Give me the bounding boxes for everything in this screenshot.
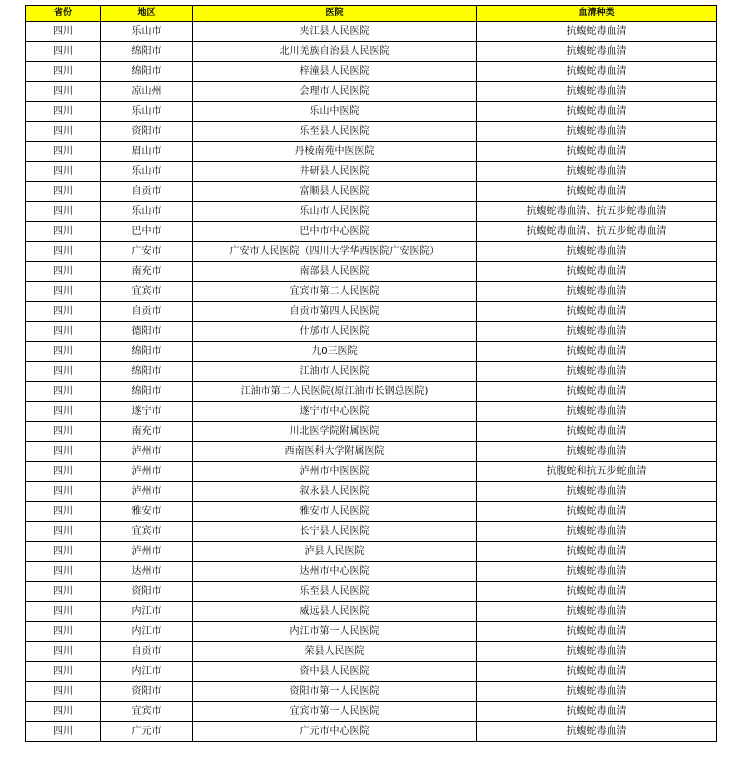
table-row xyxy=(26,162,717,182)
province-cell[interactable]: 四川 xyxy=(26,702,101,722)
hospital-cell[interactable]: 宜宾市第一人民医院 xyxy=(193,702,477,722)
province-cell[interactable]: 四川 xyxy=(26,302,101,322)
table-row xyxy=(26,202,717,222)
serum-type-cell[interactable]: 抗蝮蛇毒血清 xyxy=(477,662,717,682)
serum-type-cell[interactable]: 抗蝮蛇毒血清 xyxy=(477,682,717,702)
region-cell[interactable]: 自贡市 xyxy=(101,302,193,322)
region-cell[interactable]: 遂宁市 xyxy=(101,402,193,422)
hospital-cell[interactable]: 会理市人民医院 xyxy=(193,82,477,102)
hospital-cell[interactable]: 泸县人民医院 xyxy=(193,542,477,562)
hospital-cell[interactable]: 乐山中医院 xyxy=(193,102,477,122)
table-row xyxy=(26,322,717,342)
province-cell[interactable]: 四川 xyxy=(26,602,101,622)
province-cell[interactable]: 四川 xyxy=(26,382,101,402)
header-row xyxy=(26,6,717,22)
province-cell[interactable]: 四川 xyxy=(26,422,101,442)
serum-type-cell[interactable]: 抗蝮蛇毒血清 xyxy=(477,402,717,422)
serum-type-cell[interactable]: 抗蝮蛇毒血清 xyxy=(477,362,717,382)
province-cell[interactable]: 四川 xyxy=(26,22,101,42)
region-cell[interactable]: 内江市 xyxy=(101,662,193,682)
table-row xyxy=(26,302,717,322)
province-cell[interactable]: 四川 xyxy=(26,642,101,662)
serum-type-cell[interactable]: 抗蝮蛇毒血清 xyxy=(477,302,717,322)
hospital-cell[interactable]: 北川羌族自治县人民医院 xyxy=(193,42,477,62)
serum-type-cell[interactable]: 抗蝮蛇毒血清 xyxy=(477,522,717,542)
table-row xyxy=(26,662,717,682)
serum-type-cell[interactable]: 抗蝮蛇毒血清 xyxy=(477,482,717,502)
table-row xyxy=(26,142,717,162)
province-cell[interactable]: 四川 xyxy=(26,162,101,182)
table-row xyxy=(26,722,717,742)
region-cell[interactable]: 自贡市 xyxy=(101,182,193,202)
region-cell[interactable]: 绵阳市 xyxy=(101,62,193,82)
province-cell[interactable]: 四川 xyxy=(26,322,101,342)
table-row xyxy=(26,442,717,462)
region-cell[interactable]: 泸州市 xyxy=(101,482,193,502)
region-cell[interactable]: 内江市 xyxy=(101,602,193,622)
province-cell[interactable]: 四川 xyxy=(26,62,101,82)
province-cell[interactable]: 四川 xyxy=(26,722,101,742)
serum-type-cell[interactable]: 抗腹蛇和抗五步蛇血清 xyxy=(477,462,717,482)
region-cell[interactable]: 乐山市 xyxy=(101,162,193,182)
province-cell[interactable]: 四川 xyxy=(26,502,101,522)
province-cell[interactable]: 四川 xyxy=(26,362,101,382)
hospital-cell[interactable]: 乐至县人民医院 xyxy=(193,122,477,142)
province-cell[interactable]: 四川 xyxy=(26,542,101,562)
table-row xyxy=(26,522,717,542)
province-cell[interactable]: 四川 xyxy=(26,182,101,202)
region-cell[interactable]: 南充市 xyxy=(101,422,193,442)
serum-type-cell[interactable]: 抗蝮蛇毒血清 xyxy=(477,722,717,742)
table-row xyxy=(26,702,717,722)
region-cell[interactable]: 巴中市 xyxy=(101,222,193,242)
serum-type-cell[interactable]: 抗蝮蛇毒血清 xyxy=(477,422,717,442)
hospital-cell[interactable]: 达州市中心医院 xyxy=(193,562,477,582)
table-row xyxy=(26,482,717,502)
table-row xyxy=(26,582,717,602)
table-row xyxy=(26,622,717,642)
table-row xyxy=(26,42,717,62)
table-row xyxy=(26,62,717,82)
province-cell[interactable]: 四川 xyxy=(26,222,101,242)
serum-type-cell[interactable]: 抗蝮蛇毒血清 xyxy=(477,622,717,642)
table-row xyxy=(26,502,717,522)
table-row xyxy=(26,422,717,442)
hospital-cell[interactable]: 富顺县人民医院 xyxy=(193,182,477,202)
table-row xyxy=(26,402,717,422)
hospital-cell[interactable]: 江油市第二人民医院(原江油市长钢总医院) xyxy=(193,382,477,402)
serum-type-cell[interactable]: 抗蝮蛇毒血清 xyxy=(477,122,717,142)
hospital-cell[interactable]: 川北医学院附属医院 xyxy=(193,422,477,442)
hospital-cell[interactable]: 西南医科大学附属医院 xyxy=(193,442,477,462)
region-cell[interactable]: 广安市 xyxy=(101,242,193,262)
hospital-cell[interactable]: 南部县人民医院 xyxy=(193,262,477,282)
province-cell[interactable]: 四川 xyxy=(26,402,101,422)
table-row xyxy=(26,462,717,482)
serum-type-cell[interactable]: 抗蝮蛇毒血清 xyxy=(477,442,717,462)
province-cell[interactable]: 四川 xyxy=(26,662,101,682)
hospital-cell[interactable]: 叙永县人民医院 xyxy=(193,482,477,502)
region-cell[interactable]: 泸州市 xyxy=(101,542,193,562)
hospital-table xyxy=(25,5,717,742)
hospital-cell[interactable]: 梓潼县人民医院 xyxy=(193,62,477,82)
region-cell[interactable]: 达州市 xyxy=(101,562,193,582)
serum-type-cell[interactable]: 抗蝮蛇毒血清 xyxy=(477,342,717,362)
province-cell[interactable]: 四川 xyxy=(26,622,101,642)
hospital-cell[interactable]: 广元市中心医院 xyxy=(193,722,477,742)
hospital-cell[interactable]: 泸州市中医医院 xyxy=(193,462,477,482)
region-cell[interactable]: 乐山市 xyxy=(101,202,193,222)
province-cell[interactable]: 四川 xyxy=(26,522,101,542)
province-cell[interactable]: 四川 xyxy=(26,202,101,222)
region-cell[interactable]: 绵阳市 xyxy=(101,42,193,62)
region-cell[interactable]: 自贡市 xyxy=(101,642,193,662)
hospital-cell[interactable]: 资阳市第一人民医院 xyxy=(193,682,477,702)
serum-type-cell[interactable]: 抗蝮蛇毒血清 xyxy=(477,62,717,82)
header-region[interactable]: 地区 xyxy=(101,6,193,22)
serum-type-cell[interactable]: 抗蝮蛇毒血清 xyxy=(477,502,717,522)
hospital-cell[interactable]: 井研县人民医院 xyxy=(193,162,477,182)
header-province[interactable]: 省份 xyxy=(26,6,101,22)
header-serum-type[interactable]: 血清种类 xyxy=(477,6,717,22)
province-cell[interactable]: 四川 xyxy=(26,122,101,142)
serum-type-cell[interactable]: 抗蝮蛇毒血清 xyxy=(477,142,717,162)
region-cell[interactable]: 乐山市 xyxy=(101,102,193,122)
table-row xyxy=(26,222,717,242)
province-cell[interactable]: 四川 xyxy=(26,262,101,282)
table-row xyxy=(26,242,717,262)
province-cell[interactable]: 四川 xyxy=(26,342,101,362)
table-body xyxy=(26,22,717,742)
province-cell[interactable]: 四川 xyxy=(26,242,101,262)
province-cell[interactable]: 四川 xyxy=(26,142,101,162)
table-row xyxy=(26,342,717,362)
hospital-cell[interactable]: 遂宁市中心医院 xyxy=(193,402,477,422)
serum-type-cell[interactable]: 抗蝮蛇毒血清 xyxy=(477,602,717,622)
table-row xyxy=(26,22,717,42)
serum-type-cell[interactable]: 抗蝮蛇毒血清 xyxy=(477,382,717,402)
region-cell[interactable]: 广元市 xyxy=(101,722,193,742)
serum-type-cell[interactable]: 抗蝮蛇毒血清 xyxy=(477,102,717,122)
region-cell[interactable]: 绵阳市 xyxy=(101,342,193,362)
province-cell[interactable]: 四川 xyxy=(26,442,101,462)
hospital-cell[interactable]: 什邡市人民医院 xyxy=(193,322,477,342)
province-cell[interactable]: 四川 xyxy=(26,102,101,122)
serum-type-cell[interactable]: 抗蝮蛇毒血清 xyxy=(477,282,717,302)
region-cell[interactable]: 德阳市 xyxy=(101,322,193,342)
hospital-cell[interactable]: 广安市人民医院（四川大学华西医院广安医院） xyxy=(193,242,477,262)
serum-type-cell[interactable]: 抗蝮蛇毒血清、抗五步蛇毒血清 xyxy=(477,222,717,242)
region-cell[interactable]: 资阳市 xyxy=(101,682,193,702)
region-cell[interactable]: 泸州市 xyxy=(101,462,193,482)
serum-type-cell[interactable]: 抗蝮蛇毒血清 xyxy=(477,642,717,662)
province-cell[interactable]: 四川 xyxy=(26,282,101,302)
serum-type-cell[interactable]: 抗蝮蛇毒血清 xyxy=(477,582,717,602)
table-row xyxy=(26,602,717,622)
table-row xyxy=(26,102,717,122)
province-cell[interactable]: 四川 xyxy=(26,462,101,482)
province-cell[interactable]: 四川 xyxy=(26,82,101,102)
serum-type-cell[interactable]: 抗蝮蛇毒血清 xyxy=(477,162,717,182)
table-row xyxy=(26,262,717,282)
hospital-cell[interactable]: 乐至县人民医院 xyxy=(193,582,477,602)
province-cell[interactable]: 四川 xyxy=(26,682,101,702)
hospital-cell[interactable]: 威远县人民医院 xyxy=(193,602,477,622)
serum-type-cell[interactable]: 抗蝮蛇毒血清 xyxy=(477,82,717,102)
table-row xyxy=(26,642,717,662)
serum-type-cell[interactable]: 抗蝮蛇毒血清 xyxy=(477,702,717,722)
province-cell[interactable]: 四川 xyxy=(26,582,101,602)
table-row xyxy=(26,182,717,202)
region-cell[interactable]: 南充市 xyxy=(101,262,193,282)
province-cell[interactable]: 四川 xyxy=(26,562,101,582)
hospital-cell[interactable]: 荣县人民医院 xyxy=(193,642,477,662)
serum-type-cell[interactable]: 抗蝮蛇毒血清 xyxy=(477,562,717,582)
serum-type-cell[interactable]: 抗蝮蛇毒血清 xyxy=(477,262,717,282)
table-row xyxy=(26,562,717,582)
hospital-cell[interactable]: 巴中市中心医院 xyxy=(193,222,477,242)
region-cell[interactable]: 绵阳市 xyxy=(101,382,193,402)
region-cell[interactable]: 宜宾市 xyxy=(101,702,193,722)
region-cell[interactable]: 眉山市 xyxy=(101,142,193,162)
hospital-cell[interactable]: 乐山市人民医院 xyxy=(193,202,477,222)
province-cell[interactable]: 四川 xyxy=(26,482,101,502)
table-row xyxy=(26,282,717,302)
hospital-cell[interactable]: 夹江县人民医院 xyxy=(193,22,477,42)
hospital-cell[interactable]: 雅安市人民医院 xyxy=(193,502,477,522)
table-row xyxy=(26,122,717,142)
serum-type-cell[interactable]: 抗蝮蛇毒血清、抗五步蛇毒血清 xyxy=(477,202,717,222)
region-cell[interactable]: 乐山市 xyxy=(101,22,193,42)
hospital-cell[interactable]: 九0三医院 xyxy=(193,342,477,362)
region-cell[interactable]: 绵阳市 xyxy=(101,362,193,382)
table-row xyxy=(26,362,717,382)
region-cell[interactable]: 凉山州 xyxy=(101,82,193,102)
hospital-cell[interactable]: 资中县人民医院 xyxy=(193,662,477,682)
table-row xyxy=(26,682,717,702)
hospital-cell[interactable]: 江油市人民医院 xyxy=(193,362,477,382)
serum-type-cell[interactable]: 抗蝮蛇毒血清 xyxy=(477,542,717,562)
region-cell[interactable]: 雅安市 xyxy=(101,502,193,522)
hospital-cell[interactable]: 丹棱南苑中医医院 xyxy=(193,142,477,162)
region-cell[interactable]: 内江市 xyxy=(101,622,193,642)
hospital-cell[interactable]: 宜宾市第二人民医院 xyxy=(193,282,477,302)
serum-type-cell[interactable]: 抗蝮蛇毒血清 xyxy=(477,322,717,342)
serum-type-cell[interactable]: 抗蝮蛇毒血清 xyxy=(477,182,717,202)
region-cell[interactable]: 宜宾市 xyxy=(101,282,193,302)
table-row xyxy=(26,82,717,102)
serum-type-cell[interactable]: 抗蝮蛇毒血清 xyxy=(477,42,717,62)
serum-type-cell[interactable]: 抗蝮蛇毒血清 xyxy=(477,242,717,262)
serum-type-cell[interactable]: 抗蝮蛇毒血清 xyxy=(477,22,717,42)
hospital-cell[interactable]: 自贡市第四人民医院 xyxy=(193,302,477,322)
header-hospital[interactable]: 医院 xyxy=(193,6,477,22)
region-cell[interactable]: 资阳市 xyxy=(101,582,193,602)
hospital-cell[interactable]: 长宁县人民医院 xyxy=(193,522,477,542)
region-cell[interactable]: 宜宾市 xyxy=(101,522,193,542)
province-cell[interactable]: 四川 xyxy=(26,42,101,62)
region-cell[interactable]: 泸州市 xyxy=(101,442,193,462)
region-cell[interactable]: 资阳市 xyxy=(101,122,193,142)
table-row xyxy=(26,542,717,562)
hospital-cell[interactable]: 内江市第一人民医院 xyxy=(193,622,477,642)
table-row xyxy=(26,382,717,402)
